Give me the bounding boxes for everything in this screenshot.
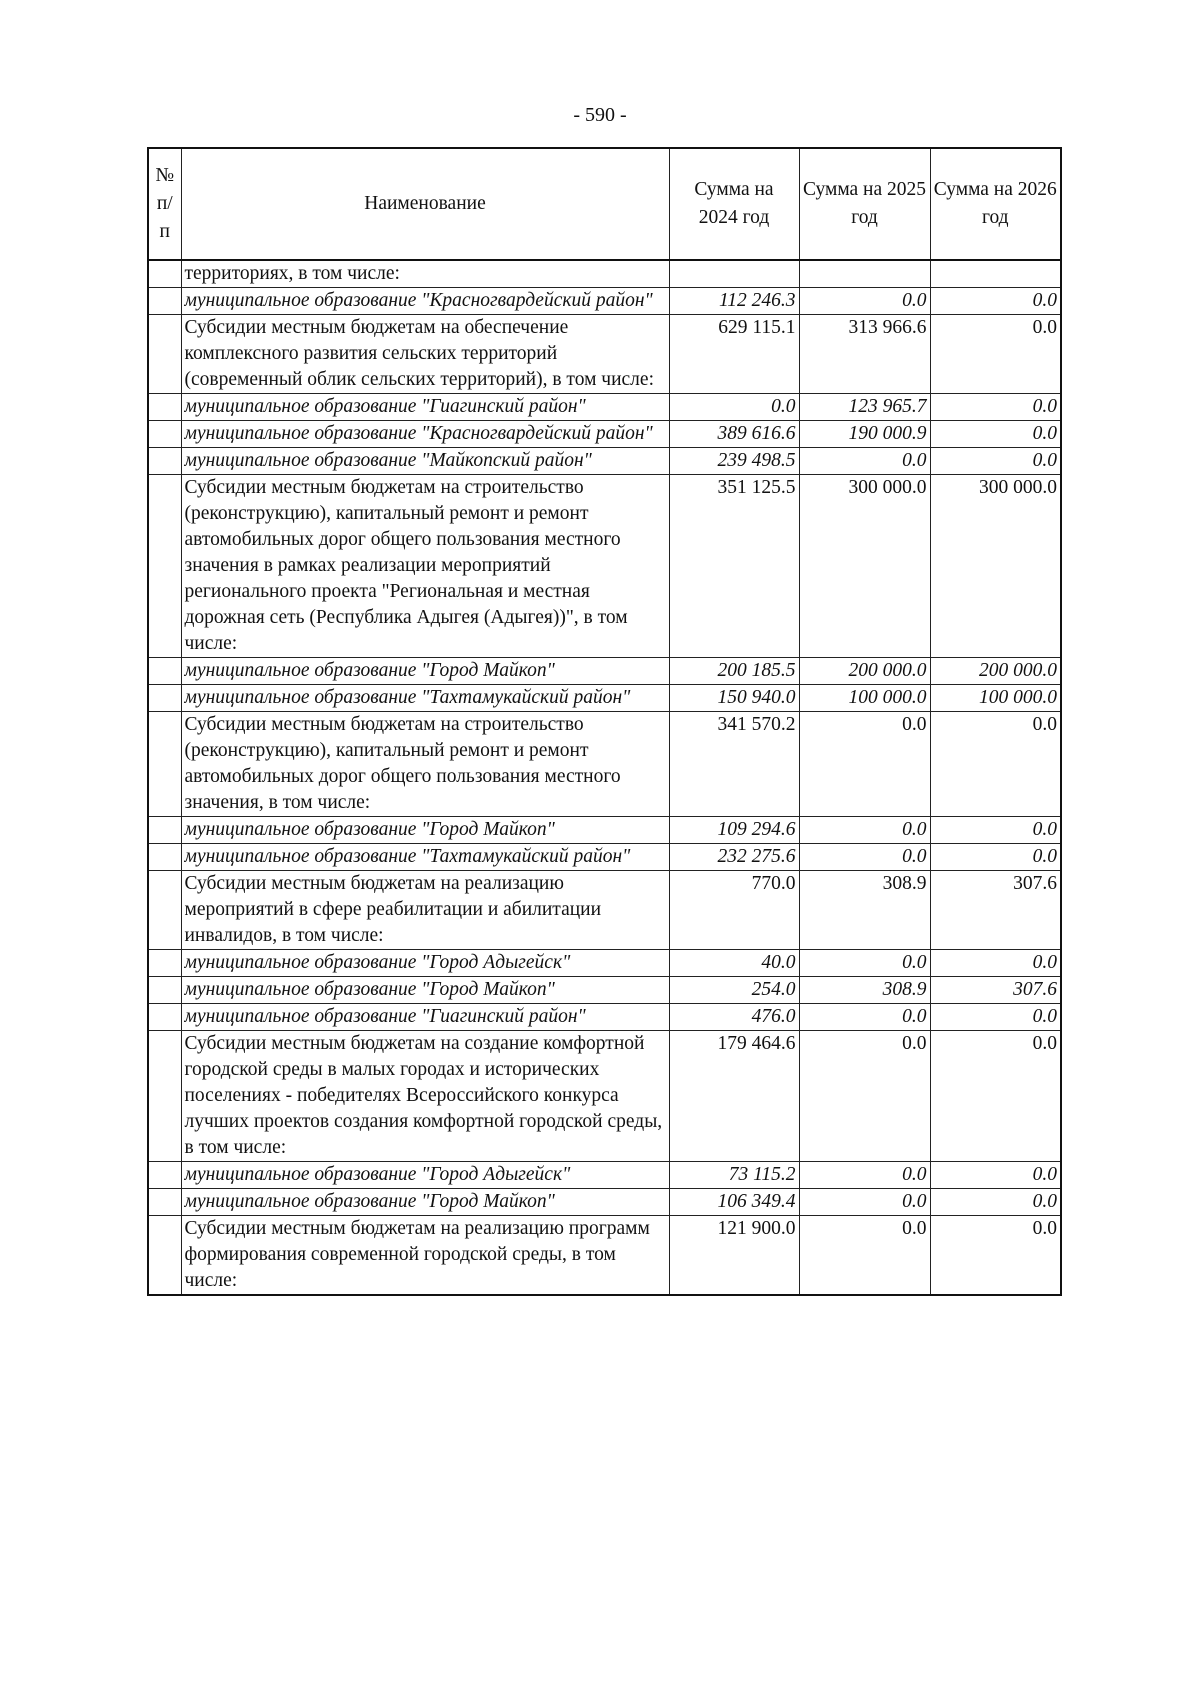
table-row [148, 315, 1061, 394]
row-2026-cell [930, 260, 1061, 288]
row-number-cell [148, 288, 181, 315]
row-number-cell [148, 1189, 181, 1216]
row-2024-cell: 389 616.6 [669, 421, 799, 448]
row-name-cell: муниципальное образование "Красногвардейский район" [181, 288, 669, 315]
header-2024: Сумма на 2024 год [669, 148, 799, 260]
row-2026-cell: 307.6 [930, 977, 1061, 1004]
row-2024-cell: 476.0 [669, 1004, 799, 1031]
row-2024-cell: 150 940.0 [669, 685, 799, 712]
row-name-cell: Субсидии местным бюджетам на реализацию мероприятий в сфере реабилитации и абилитации инвалидов, в том числе: [181, 871, 669, 950]
table-row [148, 421, 1061, 448]
row-number-cell [148, 1162, 181, 1189]
row-name-cell: муниципальное образование "Город Майкоп" [181, 817, 669, 844]
row-2025-cell: 0.0 [799, 288, 930, 315]
row-2026-cell: 0.0 [930, 288, 1061, 315]
row-2025-cell: 0.0 [799, 844, 930, 871]
row-name-cell: муниципальное образование "Гиагинский район" [181, 394, 669, 421]
row-2024-cell: 106 349.4 [669, 1189, 799, 1216]
row-name-cell: Субсидии местным бюджетам на строительство (реконструкцию), капитальный ремонт и ремонт автомобильных дорог общего пользования местного значения, в том числе: [181, 712, 669, 817]
row-2024-cell: 121 900.0 [669, 1216, 799, 1296]
row-name-cell: муниципальное образование "Город Адыгейск" [181, 1162, 669, 1189]
row-2026-cell: 307.6 [930, 871, 1061, 950]
row-2024-cell [669, 260, 799, 288]
row-2026-cell: 0.0 [930, 950, 1061, 977]
row-number-cell [148, 977, 181, 1004]
row-name-cell: муниципальное образование "Гиагинский район" [181, 1004, 669, 1031]
budget-table [147, 147, 1062, 1296]
row-2024-cell: 629 115.1 [669, 315, 799, 394]
table-row [148, 1216, 1061, 1296]
row-number-cell [148, 1216, 181, 1296]
row-2024-cell: 112 246.3 [669, 288, 799, 315]
row-name-cell: муниципальное образование "Город Майкоп" [181, 658, 669, 685]
page-number: - 590 - [573, 104, 627, 126]
table-row [148, 1162, 1061, 1189]
row-2024-cell: 351 125.5 [669, 475, 799, 658]
row-2025-cell: 0.0 [799, 448, 930, 475]
row-2026-cell: 0.0 [930, 421, 1061, 448]
row-number-cell [148, 685, 181, 712]
row-name-cell: муниципальное образование "Красногвардейский район" [181, 421, 669, 448]
row-2025-cell [799, 260, 930, 288]
row-number-cell [148, 950, 181, 977]
table-body [148, 260, 1061, 1295]
row-2025-cell: 0.0 [799, 712, 930, 817]
header-name: Наименование [181, 148, 669, 260]
row-2026-cell: 100 000.0 [930, 685, 1061, 712]
row-name-cell: Субсидии местным бюджетам на создание комфортной городской среды в малых городах и исторических поселениях - победителях Всероссийского конкурса лучших проектов создания комфортной городской среды, в том числе: [181, 1031, 669, 1162]
table-row [148, 394, 1061, 421]
row-2026-cell: 0.0 [930, 1162, 1061, 1189]
row-number-cell [148, 712, 181, 817]
row-name-cell: муниципальное образование "Город Адыгейск" [181, 950, 669, 977]
row-name-cell: муниципальное образование "Город Майкоп" [181, 1189, 669, 1216]
row-2025-cell: 308.9 [799, 871, 930, 950]
row-2025-cell: 300 000.0 [799, 475, 930, 658]
row-2025-cell: 0.0 [799, 817, 930, 844]
row-2024-cell: 770.0 [669, 871, 799, 950]
row-2024-cell: 73 115.2 [669, 1162, 799, 1189]
row-2025-cell: 100 000.0 [799, 685, 930, 712]
table-row [148, 1004, 1061, 1031]
table-row [148, 712, 1061, 817]
row-2025-cell: 190 000.9 [799, 421, 930, 448]
row-2026-cell: 0.0 [930, 315, 1061, 394]
row-name-cell: Субсидии местным бюджетам на реализацию программ формирования современной городской среды, в том числе: [181, 1216, 669, 1296]
row-2025-cell: 0.0 [799, 1031, 930, 1162]
row-name-cell: муниципальное образование "Тахтамукайский район" [181, 685, 669, 712]
row-2026-cell: 200 000.0 [930, 658, 1061, 685]
row-2026-cell: 0.0 [930, 844, 1061, 871]
row-number-cell [148, 844, 181, 871]
row-2024-cell: 0.0 [669, 394, 799, 421]
row-2024-cell: 179 464.6 [669, 1031, 799, 1162]
row-2026-cell: 0.0 [930, 394, 1061, 421]
row-name-cell: муниципальное образование "Майкопский район" [181, 448, 669, 475]
row-2024-cell: 40.0 [669, 950, 799, 977]
table-row [148, 817, 1061, 844]
row-number-cell [148, 871, 181, 950]
row-2025-cell: 313 966.6 [799, 315, 930, 394]
table-row [148, 448, 1061, 475]
table-row [148, 260, 1061, 288]
table-row [148, 950, 1061, 977]
table-row [148, 1189, 1061, 1216]
row-2025-cell: 0.0 [799, 1189, 930, 1216]
row-2025-cell: 308.9 [799, 977, 930, 1004]
row-2026-cell: 0.0 [930, 1216, 1061, 1296]
row-2026-cell: 0.0 [930, 817, 1061, 844]
row-number-cell [148, 394, 181, 421]
row-2026-cell: 0.0 [930, 1004, 1061, 1031]
row-name-cell: муниципальное образование "Тахтамукайский район" [181, 844, 669, 871]
header-2025: Сумма на 2025 год [799, 148, 930, 260]
header-num: № п/п [148, 148, 181, 260]
row-number-cell [148, 475, 181, 658]
table-row [148, 871, 1061, 950]
header-2026: Сумма на 2026 год [930, 148, 1061, 260]
table-header [148, 148, 1061, 260]
row-number-cell [148, 421, 181, 448]
row-2024-cell: 341 570.2 [669, 712, 799, 817]
table-row [148, 844, 1061, 871]
row-2024-cell: 200 185.5 [669, 658, 799, 685]
row-name-cell: Субсидии местным бюджетам на строительство (реконструкцию), капитальный ремонт и ремонт автомобильных дорог общего пользования местного значения в рамках реализации мероприятий регионального проекта "Региональная и местная дорожная сеть (Республика Адыгея (Адыгея))", в том числе: [181, 475, 669, 658]
row-2025-cell: 0.0 [799, 950, 930, 977]
table-row [148, 475, 1061, 658]
table-row [148, 1031, 1061, 1162]
row-2026-cell: 0.0 [930, 448, 1061, 475]
row-number-cell [148, 260, 181, 288]
row-2026-cell: 0.0 [930, 1031, 1061, 1162]
row-2025-cell: 0.0 [799, 1216, 930, 1296]
table-row [148, 977, 1061, 1004]
row-number-cell [148, 658, 181, 685]
row-2025-cell: 0.0 [799, 1162, 930, 1189]
row-number-cell [148, 1004, 181, 1031]
row-2025-cell: 0.0 [799, 1004, 930, 1031]
row-name-cell: территориях, в том числе: [181, 260, 669, 288]
row-name-cell: муниципальное образование "Город Майкоп" [181, 977, 669, 1004]
row-2024-cell: 239 498.5 [669, 448, 799, 475]
row-name-cell: Субсидии местным бюджетам на обеспечение комплексного развития сельских территорий (современный облик сельских территорий), в том числе: [181, 315, 669, 394]
row-2025-cell: 123 965.7 [799, 394, 930, 421]
row-2024-cell: 109 294.6 [669, 817, 799, 844]
row-number-cell [148, 315, 181, 394]
row-2024-cell: 254.0 [669, 977, 799, 1004]
row-2026-cell: 0.0 [930, 1189, 1061, 1216]
table-row [148, 288, 1061, 315]
row-number-cell [148, 448, 181, 475]
table-row [148, 658, 1061, 685]
row-number-cell [148, 1031, 181, 1162]
row-2025-cell: 200 000.0 [799, 658, 930, 685]
row-2024-cell: 232 275.6 [669, 844, 799, 871]
row-2026-cell: 300 000.0 [930, 475, 1061, 658]
row-number-cell [148, 817, 181, 844]
table-row [148, 685, 1061, 712]
row-2026-cell: 0.0 [930, 712, 1061, 817]
